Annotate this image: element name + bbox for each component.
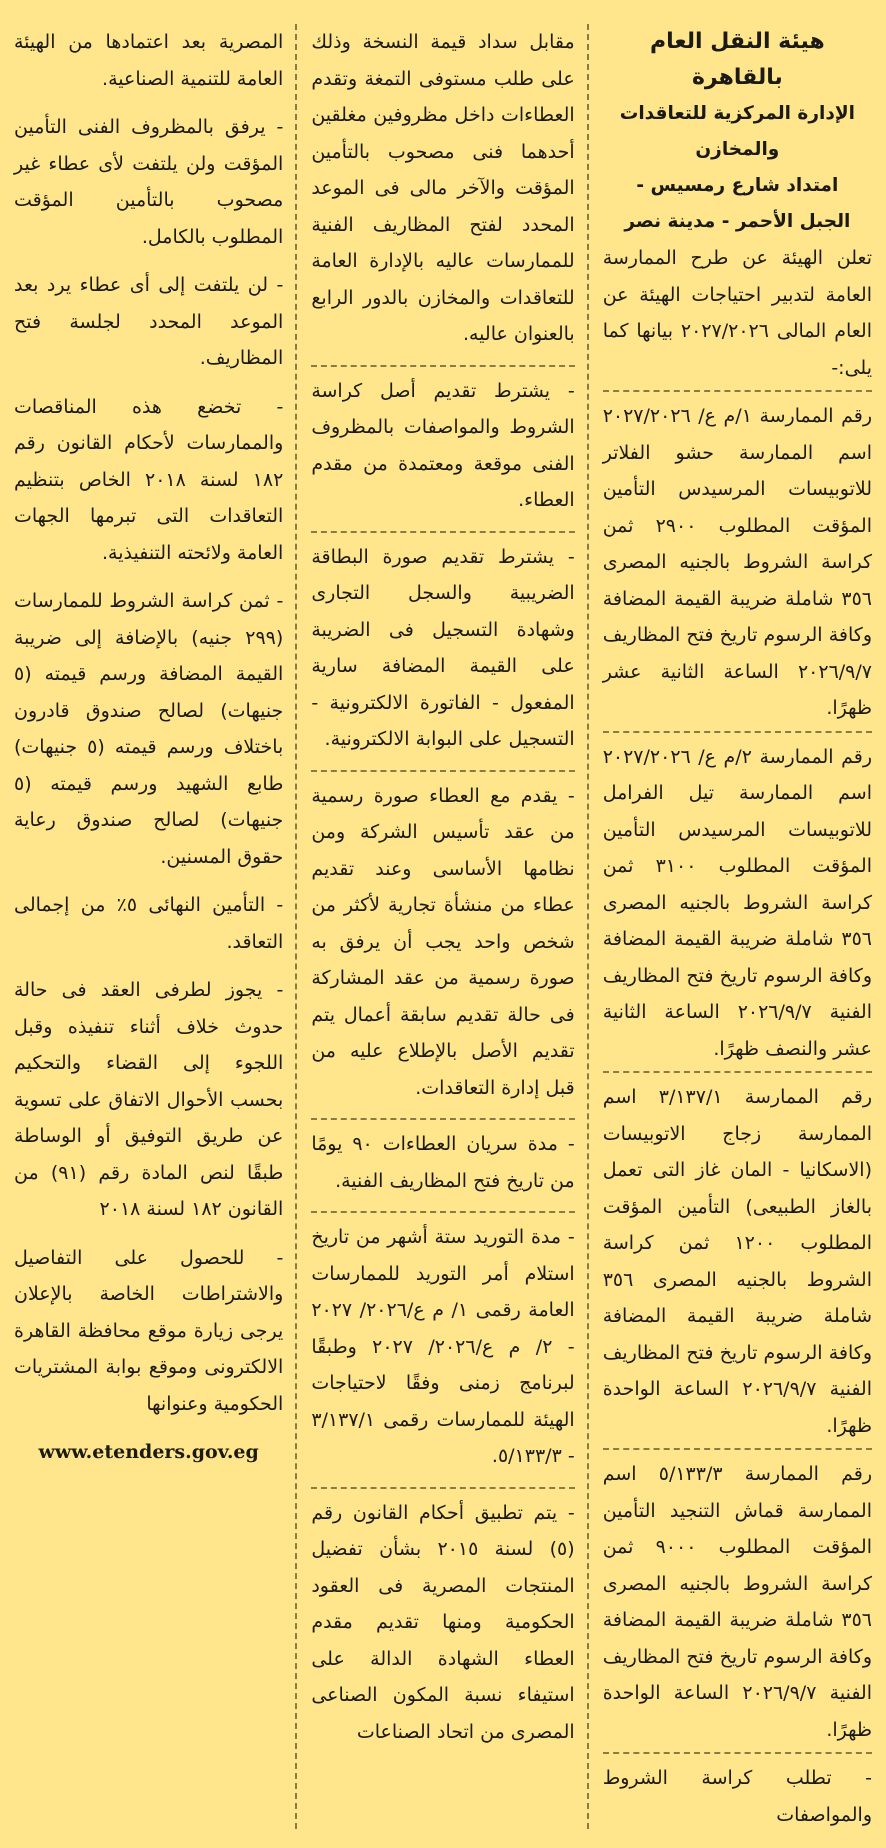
intro-paragraph: تعلن الهيئة عن طرح الممارسة العامة لتدبير احتياجات الهيئة عن العام المالى ٢٠٢٧/٢٠٢٦ بيانها كما يلى:- <box>602 247 872 379</box>
conditions-paragraph: - يتم تطبيق أحكام القانون رقم (٥) لسنة ٢٠١٥ بشأن تفضيل المنتجات المصرية فى العقود الحكومية ومنها تقديم مقدم العطاء الشهادة الدالة على استيفاء نسبة المكون الصناعى المصرى من اتحاد الصناعات <box>311 1501 575 1743</box>
separator <box>311 1487 574 1489</box>
address-line-1: امتداد شارع رمسيس - <box>636 175 839 196</box>
tender-item-1: رقم الممارسة ١/م ع/ ٢٠٢٧/٢٠٢٦ اسم الممارسة حشو الفلاتر للاتوبيسات المرسيدس التأمين المؤقت المطلوب ٢٩٠٠ ثمن كراسة الشروط بالجنيه المصرى ٣٥٦ شاملة ضريبة القيمة المضافة وكافة الرسوم تاريخ فتح المظاريف ٢٠٢٦/٩/٧ الساعة الثانية عشر ظهرًا. <box>602 405 872 719</box>
column-divider <box>587 24 591 1829</box>
separator <box>603 1752 872 1754</box>
separator <box>603 1071 872 1073</box>
conditions-paragraph: مقابل سداد قيمة النسخة وذلك على طلب مستوفى التمغة وتقدم العطاءات داخل مظروفين مغلقين أحدهما فنى مصحوب بالتأمين المؤقت والآخر مالى فى الموعد المحدد لفتح المظاريف الفنية للممارسات عاليه بالإدارة العامة للتعاقدات والمخازن بالدور الرابع بالعنوان عاليه. <box>311 31 575 345</box>
conditions-paragraph: - ثمن كراسة الشروط للممارسات (٢٩٩ جنيه) بالإضافة إلى ضريبة القيمة المضافة ورسم قيمته (٥ جنيهات) لصالح صندوق قادرون باختلاف ورسم قيمته (٥ جنيهات) طابع الشهيد ورسم قيمته (٥ جنيهات) لصالح صندوق رعاية حقوق المسنين. <box>14 590 284 868</box>
conditions-paragraph: - مدة سريان العطاءات ٩٠ يومًا من تاريخ فتح المظاريف الفنية. <box>311 1133 575 1192</box>
separator <box>603 731 872 733</box>
separator <box>311 365 574 367</box>
conditions-paragraph: - يرفق بالمظروف الفنى التأمين المؤقت ولن يلتفت لأى عطاء غير مصحوب بالتأمين المؤقت المطلوب بالكامل. <box>14 116 284 248</box>
column-left <box>6 24 295 1844</box>
column-middle <box>299 24 586 1844</box>
column-right <box>591 24 880 1844</box>
tender-tail: - تطلب كراسة الشروط والمواصفات <box>602 1767 872 1826</box>
separator <box>311 1118 574 1120</box>
tender-item-2: رقم الممارسة ٢/م ع/ ٢٠٢٧/٢٠٢٦ اسم الممارسة تيل الفرامل للاتوبيسات المرسيدس التأمين المؤقت المطلوب ٣١٠٠ ثمن كراسة الشروط بالجنيه المصرى ٣٥٦ شاملة ضريبة القيمة المضافة وكافة الرسوم تاريخ فتح المظاريف الفنية ٢٠٢٦/٩/٧ الساعة الثانية عشر والنصف ظهرًا. <box>602 745 872 1060</box>
separator <box>603 1448 872 1450</box>
separator <box>603 390 872 392</box>
conditions-paragraph: - للحصول على التفاصيل والاشتراطات الخاصة بالإعلان يرجى زيارة موقع محافظة القاهرة الالكترونى وموقع بوابة المشتريات الحكومية وعنوانها <box>14 1246 284 1415</box>
conditions-paragraph: - لن يلتفت إلى أى عطاء يرد بعد الموعد المحدد لجلسة فتح المظاريف. <box>14 274 284 369</box>
tender-item-3: رقم الممارسة ٣/١٣٧/١ اسم الممارسة زجاج الاتوبيسات (الاسكانيا - المان غاز التى تعمل بالغاز الطبيعى) التأمين المؤقت المطلوب ١٢٠٠ ثمن كراسة الشروط بالجنيه المصرى ٣٥٦ شاملة ضريبة القيمة المضافة وكافة الرسوم تاريخ فتح المظاريف الفنية ٢٠٢٦/٩/٧ الساعة الواحدة ظهرًا. <box>602 1086 873 1437</box>
conditions-paragraph: - تخضع هذه المناقصات والممارسات لأحكام القانون رقم ١٨٢ لسنة ٢٠١٨ الخاص بتنظيم التعاقدات التى تبرمها الجهات العامة ولائحته التنفيذية. <box>14 395 284 564</box>
conditions-paragraph: - يشترط تقديم أصل كراسة الشروط والمواصفات بالمظروف الفنى موقعة ومعتمدة من مقدم العطاء. <box>311 379 575 511</box>
column-divider <box>295 24 299 1829</box>
organization-name: هيئة النقل العام بالقاهرة <box>649 29 825 90</box>
conditions-paragraph: - يقدم مع العطاء صورة رسمية من عقد تأسيس الشركة ومن نظامها الأساسى وعند تقديم عطاء من منشأة تجارية لأكثر من شخص واحد يجب أن يرفق به صورة رسمية من عقد المشاركة فى حالة تقديم سابقة أعمال يتم تقديم الأصل بالإطلاع عليه من قبل إدارة التعاقدات. <box>311 784 575 1099</box>
separator <box>311 770 574 772</box>
conditions-paragraph: المصرية بعد اعتمادها من الهيئة العامة للتنمية الصناعية. <box>14 31 284 90</box>
conditions-paragraph: - مدة التوريد ستة أشهر من تاريخ استلام أمر التوريد للممارسات العامة رقمى ١/ م ع/٢٠٢٦/ ٢٠٢٧ - ٢/ م ع/٢٠٢٦/ ٢٠٢٧ وطبقًا لبرنامج زمنى وفقًا لاحتياجات الهيئة للممارسات رقمى ٣/١٣٧/١ - ٥/١٣٣/٣. <box>311 1226 575 1467</box>
website-link[interactable]: www.etenders.gov.eg <box>38 1441 259 1463</box>
conditions-paragraph: - التأمين النهائى ٥٪ من إجمالى التعاقد. <box>14 894 284 953</box>
address-line-2: الجبل الأحمر - مدينة نصر <box>624 211 851 232</box>
tender-item-4: رقم الممارسة ٥/١٣٣/٣ اسم الممارسة قماش التنجيد التأمين المؤقت المطلوب ٩٠٠٠ ثمن كراسة الشروط بالجنيه المصرى ٣٥٦ شاملة ضريبة القيمة المضافة وكافة الرسوم تاريخ فتح المظاريف الفنية ٢٠٢٦/٩/٧ الساعة الواحدة ظهرًا. <box>602 1463 873 1741</box>
separator <box>311 531 574 533</box>
conditions-paragraph: - يشترط تقديم صورة البطاقة الضريبية والسجل التجارى وشهادة التسجيل فى الضريبة على القيمة المضافة سارية المفعول - الفاتورة الالكترونية - التسجيل على البوابة الالكترونية. <box>311 545 575 750</box>
conditions-paragraph: - يجوز لطرفى العقد فى حالة حدوث خلاف أثناء تنفيذه وقبل اللجوء إلى القضاء والتحكيم بحسب الأحوال الاتفاق على تسوية عن طريق التوفيق أو الوساطة طبقًا لنص المادة رقم (٩١) من القانون ١٨٢ لسنة ٢٠١٨ <box>14 979 284 1220</box>
separator <box>311 1211 574 1213</box>
department-name: الإدارة المركزية للتعاقدات والمخازن <box>619 103 855 160</box>
